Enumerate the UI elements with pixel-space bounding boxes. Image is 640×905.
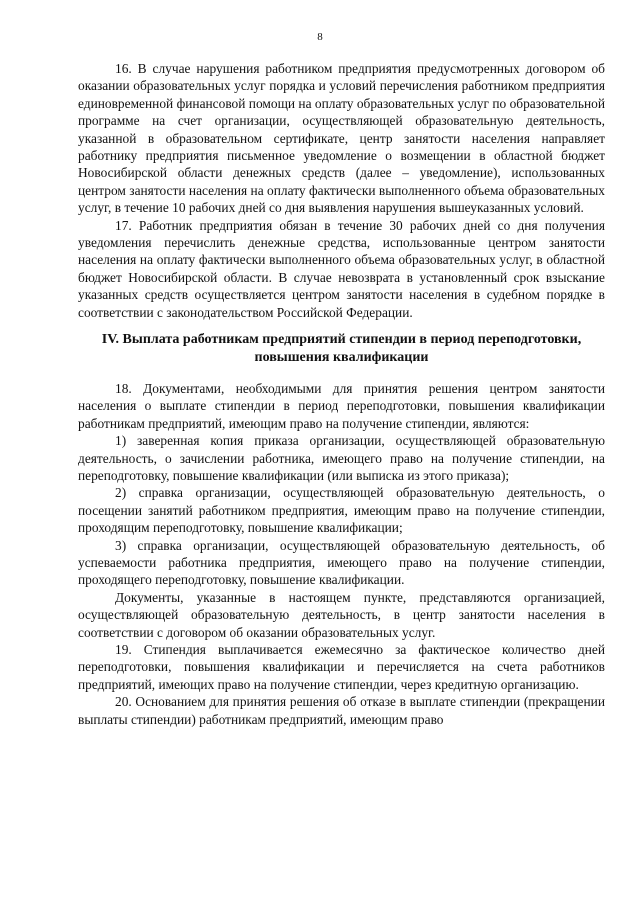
list-item: 1) заверенная копия приказа организации, осуществляющей образовательную деятельность, о зачислении работника, имеющего право на получение стипендии, на переподготовку, повышение квалификации (или выписка из этого приказа); bbox=[78, 433, 605, 483]
section-heading: IV. Выплата работникам предприятий стипендии в период переподготовки, повышения квалификации bbox=[101, 332, 582, 365]
paragraph-17: 17. Работник предприятия обязан в течение 30 рабочих дней со дня получения уведомления перечислить денежные средства, использованные центром занятости населения на оплату фактически выполненного объема образовательных услуг, в областной бюджет Новосибирской области. В случае невозврата в установленный срок взыскание указанных средств осуществляется центром занятости населения в судебном порядке в соответствии с законодательством Российской Федерации. bbox=[78, 217, 605, 320]
paragraph-documents-note: Документы, указанные в настоящем пункте, представляются организацией, осуществляющей образовательную деятельность, в центр занятости населения в соответствии с договором об оказании образовательных услуг. bbox=[78, 589, 605, 640]
paragraph-19: 19. Стипендия выплачивается ежемесячно за фактическое количество дней переподготовки, повышения квалификации и перечисляется на счета работников предприятий, имеющих право на получение стипендии, через кредитную организацию. bbox=[78, 642, 605, 692]
page-number: 8 bbox=[317, 31, 323, 43]
document-body bbox=[78, 60, 605, 728]
paragraph-20: 20. Основанием для принятия решения об отказе в выплате стипендии (прекращении выплаты стипендии) работникам предприятий, имеющим право bbox=[78, 694, 605, 727]
paragraph-18: 18. Документами, необходимыми для принятия решения центром занятости населения о выплате стипендии в период переподготовки, повышения квалификации работникам предприятий, имеющим право на получение стипендии, являются: bbox=[78, 380, 605, 431]
list-item: 2) справка организации, осуществляющей образовательную деятельность, о посещении занятий работником предприятия, имеющим право на получение стипендии, проходящим переподготовку, повышение квалификации; bbox=[78, 485, 605, 536]
list-item: 3) справка организации, осуществляющей образовательную деятельность, об успеваемости работника предприятия, имеющего право на получение стипендии, проходящего переподготовку, повышение квалификации. bbox=[78, 537, 605, 588]
paragraph-16: 16. В случае нарушения работником предприятия предусмотренных договором об оказании образовательных услуг порядка и условий перечисления работником предприятия единовременной финансовой помощи на оплату образовательных услуг по образовательной программе на счет организации, осуществляющей образовательную деятельность, указанной в образовательном сертификате, центр занятости населения направляет работнику предприятия письменное уведомление о возмещении в областной бюджет Новосибирской области денежных средств (далее – уведомление), использованных центром занятости населения на оплату фактически выполненного объема образовательных услуг, в течение 10 рабочих дней со дня выявления нарушения вышеуказанных условий. bbox=[78, 61, 605, 216]
